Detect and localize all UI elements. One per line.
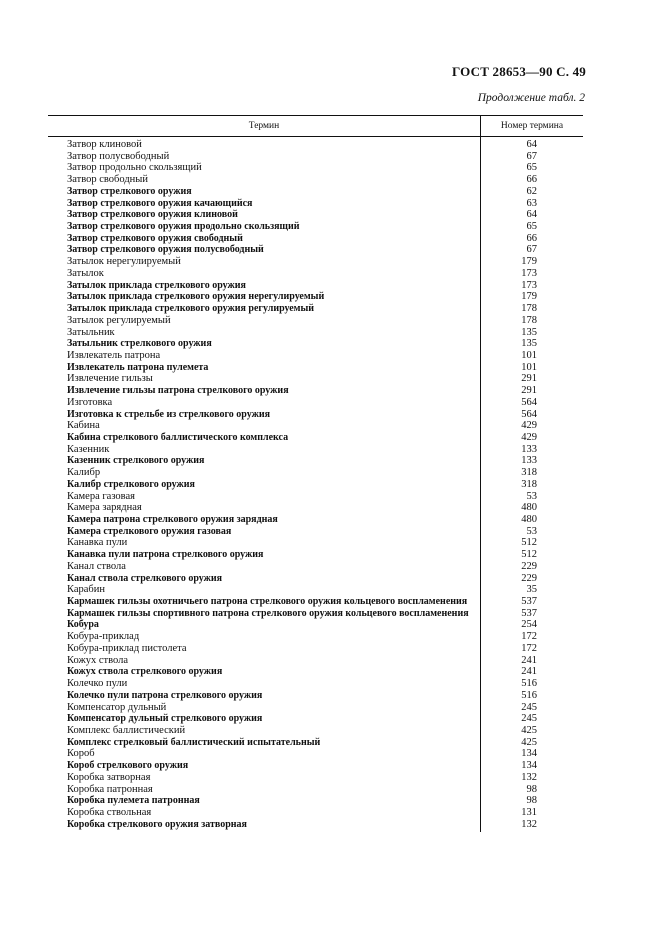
- term-cell: Камера патрона стрелкового оружия зарядная: [67, 514, 278, 525]
- term-number-cell: 133: [521, 443, 537, 455]
- term-cell: Комплекс баллистический: [67, 724, 186, 736]
- term-number-cell: 63: [526, 197, 537, 209]
- term-cell: Коробка ствольная: [67, 806, 152, 818]
- term-number-cell: 98: [526, 795, 537, 807]
- term-number-cell: 67: [526, 244, 537, 256]
- term-cell: Короб: [67, 748, 95, 760]
- term-cell: Затылок регулируемый: [67, 314, 171, 326]
- term-number-cell: 53: [526, 490, 537, 502]
- term-number-cell: 135: [521, 338, 537, 350]
- term-cell: Изготовка: [67, 396, 113, 408]
- term-cell: Канавка пули: [67, 537, 128, 549]
- term-cell: Затвор стрелкового оружия клиновой: [67, 209, 238, 221]
- term-number-cell: 241: [521, 654, 537, 666]
- term-cell: Извлечение гильзы патрона стрелкового оружия: [67, 385, 289, 397]
- term-number-cell: 512: [521, 549, 537, 561]
- term-number-cell: 178: [521, 303, 537, 315]
- term-cell: Кожух ствола: [67, 654, 128, 666]
- term-cell: Компенсатор дульный стрелкового оружия: [67, 713, 263, 725]
- term-cell: Коробка стрелкового оружия затворная: [67, 818, 247, 830]
- term-cell: Калибр: [67, 467, 101, 479]
- column-header-number: Номер термина: [480, 116, 583, 136]
- term-cell: Камера зарядная: [67, 502, 142, 514]
- term-cell: Кобура-приклад: [67, 631, 140, 643]
- term-number-cell: 132: [521, 818, 537, 830]
- term-cell: Затыльник стрелкового оружия: [67, 338, 212, 350]
- term-cell: Карабин: [67, 584, 106, 596]
- term-number-cell: 564: [521, 408, 537, 420]
- term-cell: Затвор стрелкового оружия полусвободный: [67, 244, 264, 256]
- term-number-cell: 173: [521, 279, 537, 291]
- term-number-cell: 133: [521, 455, 537, 467]
- term-number-cell: 64: [526, 139, 537, 150]
- term-number-cell: 291: [521, 373, 537, 385]
- term-number-cell: 241: [521, 666, 537, 678]
- term-number-cell: 179: [521, 291, 537, 303]
- term-number-cell: 67: [526, 150, 537, 162]
- term-number-cell: 35: [526, 584, 537, 596]
- term-cell: Затылок: [67, 267, 104, 279]
- term-cell: Затылок нерегулируемый: [67, 256, 181, 268]
- term-number-cell: 53: [526, 525, 537, 537]
- term-cell: Извлекатель патрона пулемета: [67, 361, 209, 373]
- term-number-cell: 429: [521, 420, 537, 432]
- term-cell: Камера газовая: [67, 490, 135, 502]
- table-body: [48, 137, 583, 832]
- column-header-term: Термин: [248, 121, 280, 131]
- term-number-cell: 537: [521, 596, 537, 608]
- term-cell: Затвор свободный: [67, 174, 148, 186]
- term-cell: Канал ствола стрелкового оружия: [67, 572, 223, 584]
- term-cell: Затвор продольно скользящий: [67, 162, 202, 174]
- term-cell: Канал ствола: [67, 560, 126, 572]
- term-cell: Затыльник: [67, 326, 115, 338]
- term-number-cell: 564: [521, 396, 537, 408]
- term-cell: Компенсатор дульный: [67, 701, 167, 713]
- term-number-cell: 101: [521, 349, 537, 361]
- term-number-cell: 62: [526, 185, 537, 197]
- term-number-cell: 132: [521, 771, 537, 783]
- term-cell: Коробка затворная: [67, 771, 151, 783]
- term-cell: Казенник: [67, 443, 110, 455]
- term-cell: Затылок приклада стрелкового оружия регулируемый: [67, 303, 315, 315]
- term-number-cell: 254: [521, 619, 537, 631]
- term-cell: Колечко пули патрона стрелкового оружия: [67, 689, 263, 701]
- term-number-cell: 172: [521, 642, 537, 654]
- term-number-cell: 245: [521, 701, 537, 713]
- term-cell: Кобура-приклад пистолета: [67, 642, 187, 654]
- term-cell: Канавка пули патрона стрелкового оружия: [67, 549, 264, 561]
- term-number-cell: 178: [521, 314, 537, 326]
- term-number-cell: 291: [521, 385, 537, 397]
- term-number-cell: 134: [521, 748, 537, 760]
- term-cell: Комплекс стрелковый баллистический испытательный: [67, 736, 321, 748]
- term-cell: Кожух ствола стрелкового оружия: [67, 666, 223, 678]
- term-cell: Затвор полусвободный: [67, 150, 170, 162]
- term-number-cell: 480: [521, 502, 537, 514]
- term-number-cell: 229: [521, 572, 537, 584]
- term-number-cell: 425: [521, 724, 537, 736]
- term-number-cell: 134: [521, 760, 537, 772]
- term-cell: Калибр стрелкового оружия: [67, 478, 195, 490]
- term-cell: Затвор стрелкового оружия свободный: [67, 232, 243, 244]
- term-number-cell: 66: [526, 232, 537, 244]
- term-cell: Колечко пули: [67, 678, 128, 690]
- term-number-cell: 516: [521, 689, 537, 701]
- term-cell: Затылок приклада стрелкового оружия нерегулируемый: [67, 291, 325, 303]
- term-cell: Затвор стрелкового оружия продольно скользящий: [67, 221, 300, 233]
- term-cell: Затвор клиновой: [67, 139, 142, 150]
- term-number-cell: 229: [521, 560, 537, 572]
- term-number-cell: 64: [526, 209, 537, 221]
- term-cell: Изготовка к стрельбе из стрелкового оружия: [67, 408, 271, 420]
- numbers-column: [480, 137, 583, 832]
- table-header: [48, 115, 583, 137]
- term-cell: Извлечение гильзы: [67, 373, 153, 385]
- term-number-cell: 173: [521, 267, 537, 279]
- term-number-cell: 101: [521, 361, 537, 373]
- term-cell: Кармашек гильзы охотничьего патрона стрелкового оружия кольцевого воспламенения: [67, 596, 468, 608]
- term-cell: Затылок приклада стрелкового оружия: [67, 279, 246, 291]
- term-cell: Кармашек гильзы спортивного патрона стрелкового оружия кольцевого воспламенения: [67, 607, 469, 619]
- term-number-cell: 245: [521, 713, 537, 725]
- term-number-cell: 429: [521, 431, 537, 443]
- term-number-cell: 537: [521, 607, 537, 619]
- term-number-cell: 318: [521, 478, 537, 490]
- term-cell: Казенник стрелкового оружия: [67, 455, 205, 467]
- term-cell: Коробка пулемета патронная: [67, 795, 200, 807]
- term-cell: Коробка патронная: [67, 783, 153, 795]
- terms-index-table: [48, 115, 583, 832]
- terms-column: [48, 137, 480, 832]
- term-number-cell: 131: [521, 806, 537, 818]
- term-number-cell: 512: [521, 537, 537, 549]
- page-header: ГОСТ 28653—90 С. 49: [452, 64, 586, 79]
- term-cell: Камера стрелкового оружия газовая: [67, 525, 232, 537]
- term-number-cell: 480: [521, 514, 537, 525]
- term-cell: Затвор стрелкового оружия: [67, 185, 192, 197]
- term-cell: Кабина: [67, 420, 100, 432]
- term-cell: Кабина стрелкового баллистического комплекса: [67, 431, 289, 443]
- term-number-cell: 516: [521, 678, 537, 690]
- term-number-cell: 425: [521, 736, 537, 748]
- term-number-cell: 135: [521, 326, 537, 338]
- term-number-cell: 318: [521, 467, 537, 479]
- term-number-cell: 98: [526, 783, 537, 795]
- term-number-cell: 179: [521, 256, 537, 268]
- term-cell: Извлекатель патрона: [67, 349, 161, 361]
- term-number-cell: 65: [526, 221, 537, 233]
- term-number-cell: 65: [526, 162, 537, 174]
- table-continuation-note: Продолжение табл. 2: [477, 92, 585, 104]
- term-cell: Короб стрелкового оружия: [67, 760, 189, 772]
- term-number-cell: 66: [526, 174, 537, 186]
- term-cell: Кобура: [67, 619, 99, 631]
- term-cell: Затвор стрелкового оружия качающийся: [67, 197, 253, 209]
- term-number-cell: 172: [521, 631, 537, 643]
